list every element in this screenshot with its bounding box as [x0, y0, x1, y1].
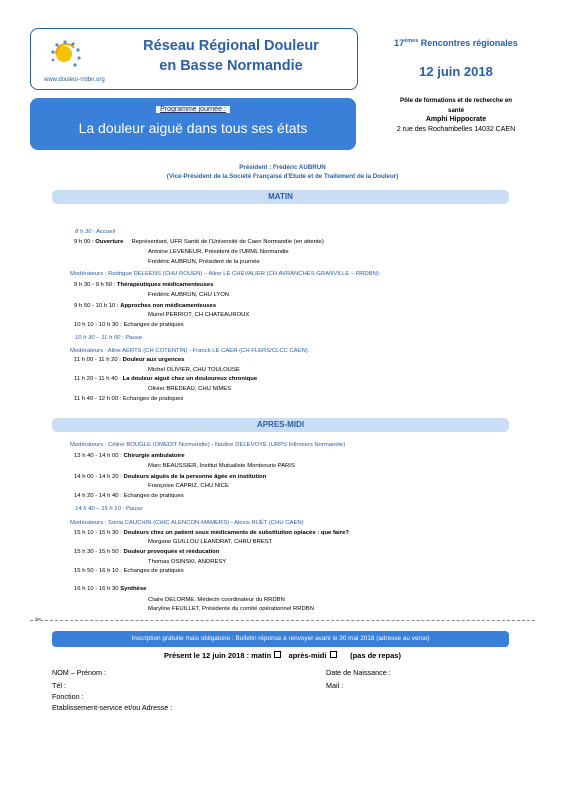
speaker-line: Françoise CAPRIZ, CHU NICE [148, 483, 229, 489]
slot-time: 9 h 50 - 10 h 10 : [74, 303, 119, 309]
network-title-line1: Réseau Régional Douleur [143, 38, 319, 54]
program-slot [74, 492, 184, 500]
president-block [0, 163, 565, 181]
pause-line: 8 h 30 : Accueil [75, 229, 116, 235]
program-subtitle-text: Programme journée : [156, 106, 230, 113]
sun-logo-icon [36, 36, 98, 76]
event-date: 12 juin 2018 [419, 64, 493, 79]
program-slot [74, 395, 183, 403]
program-slot [74, 302, 216, 310]
president-name: Président : Frédéric AUBRUN [239, 164, 326, 171]
venue-line1: Pôle de formations et de recherche en [399, 97, 513, 104]
slot-title: Chirurgie ambulatoire [123, 453, 185, 459]
program-slot [74, 567, 184, 575]
speaker-line: Maryline FEUILLET, Présidente du comité opérationnel RRDBN [148, 606, 314, 612]
slot-title: Echanges de pratiques [123, 322, 184, 328]
attendance-suffix: (pas de repas) [350, 651, 401, 660]
opening-speaker: Antoine LEVENEUR, Président de l'URML Normandie [148, 249, 289, 255]
attendance-line [0, 651, 565, 660]
rencontres-sup: èmes [404, 38, 419, 44]
attendance-prefix: Présent le 12 juin 2018 : matin [164, 651, 272, 660]
slot-title: Douleurs chez un patient sous médicaments de substitution opiacés : que faire? [123, 530, 349, 536]
program-slot [74, 585, 146, 593]
field-fonction-label[interactable]: Fonction : [52, 692, 84, 701]
opening-speaker: Frédéric AUBRUN, Président de la journée [148, 259, 260, 265]
speaker-line: Michel OLIVIER, CHU TOULOUSE [148, 367, 240, 373]
rencontres-label [356, 38, 556, 48]
slot-time: 16 h 10 - 16 h 30 [74, 586, 119, 592]
speaker-line: Morgane GUILLOU LEANDRAT, CHRU BREST [148, 539, 273, 545]
speaker-line: Claire DELORME, Médecin coordinateur du RRDBN [148, 597, 285, 603]
moderators-line: Modérateurs : Céline BOUGLE (OMEDIT Normandie) - Nadine DELEVOYE (URPS Infirmiers Normandie) [70, 442, 346, 448]
slot-title: Thérapeutiques médicamenteuses [116, 282, 214, 288]
venue-line3: Amphi Hippocrate [425, 116, 487, 123]
field-mail-label[interactable]: Mail : [326, 681, 344, 690]
tear-line [30, 620, 535, 621]
slot-title: Douleur provoquée et rééducation [123, 549, 220, 555]
field-dob-label[interactable]: Date de Naissance : [326, 668, 391, 677]
attendance-pm-label: après-midi [288, 651, 327, 660]
scissors-icon: ✂ [35, 615, 42, 624]
program-slot [74, 356, 184, 364]
checkbox-matin[interactable] [274, 651, 281, 658]
field-tel-label[interactable]: Tél : [52, 681, 66, 690]
network-title-line2: en Basse Normandie [159, 58, 303, 74]
venue-block [356, 96, 556, 134]
section-bar-matin: MATIN [52, 190, 509, 204]
venue-line2: santé [447, 106, 465, 114]
moderators-line: Modérateurs : Rodrigue DELEENS (CHU ROUEN) – Aline LE CHEVALIER (CH AVRANCHES GRANVILLE – RRDBN) [70, 271, 379, 277]
slot-title: Echanges de pratiques [123, 396, 184, 402]
slot-time: 15 h 10 - 15 h 30 : [74, 530, 122, 536]
program-slot [74, 238, 324, 246]
slot-title: La douleur aiguë chez un douloureux chronique [122, 376, 258, 382]
venue-address: 2 rue des Rochambelles 14032 CAEN [396, 125, 516, 133]
pause-line: 14 h 40 – 15 h 10 : Pause [75, 506, 143, 512]
speaker-line: Marc BEAUSSIER, Institut Mutualiste Montsouris PARIS [148, 463, 295, 469]
checkbox-apres-midi[interactable] [330, 651, 337, 658]
slot-time: 15 h 30 - 15 h 50 : [74, 549, 122, 555]
program-subtitle [30, 106, 356, 113]
speaker-line: Thomas OSINSKI, ANDRESY [148, 559, 227, 565]
program-slot [74, 473, 266, 481]
section-bar-apres-midi: APRES-MIDI [52, 418, 509, 432]
slot-time: 11 h 40 - 12 h 00 : [74, 396, 122, 402]
speaker-line: Muriel PERRIOT, CH CHATEAUROUX [148, 312, 250, 318]
moderators-line: Modérateurs : Sonia CAUCHIN (CHIC ALENCON-MAMERS) - Alexis RUËT (CHU CAEN) [70, 520, 304, 526]
program-slot [74, 548, 219, 556]
speaker-line: Olivier BREDEAU, CHU NIMES [148, 386, 232, 392]
program-slot [74, 281, 213, 289]
program-slot [74, 452, 185, 460]
slot-time: 11 h 20 - 11 h 40 : [74, 376, 121, 382]
slot-title: Echanges de pratiques [123, 493, 184, 499]
slot-title: Douleurs aiguës de la personne âgée en institution [123, 474, 267, 480]
slot-time: 9 h 00 : [74, 239, 94, 245]
network-title [108, 36, 354, 76]
slot-title: Ouverture [95, 239, 124, 245]
field-name-label[interactable]: NOM – Prénom : [52, 668, 106, 677]
website-url[interactable]: www.douleur-rrdbn.org [44, 77, 105, 83]
speaker-line: Frédéric AUBRUN, CHU LYON [148, 292, 230, 298]
rencontres-text: Rencontres régionales [420, 38, 518, 48]
slot-title: Douleur aux urgences [122, 357, 185, 363]
slot-title: Approches non médicamenteuses [120, 303, 217, 309]
moderators-line: Modérateurs : Aline AERTS (CH COTENTIN) - Franck LE CAER (CH FLERS/CLCC CAEN) [70, 348, 308, 354]
field-etab-label[interactable]: Etablissement-service et/ou Adresse : [52, 703, 173, 712]
program-slot [74, 375, 257, 383]
slot-description: Représentant, UFR Santé de l'Université de Caen Normandie (en attente) [131, 239, 324, 245]
rencontres-number: 17 [394, 38, 405, 48]
slot-title: Echanges de pratiques [123, 568, 184, 574]
slot-time: 10 h 10 - 10 h 30 : [74, 322, 122, 328]
program-slot [74, 529, 349, 537]
slot-time: 15 h 50 - 16 h 10 : [74, 568, 122, 574]
slot-time: 14 h 00 - 14 h 20 : [74, 474, 122, 480]
slot-time: 14 h 20 - 14 h 40 : [74, 493, 122, 499]
slot-time: 11 h 00 - 11 h 20 : [74, 357, 121, 363]
slot-time: 13 h 40 - 14 h 00 : [74, 453, 122, 459]
president-role: (Vice-Président de la Société Française d'Etude et de Traitement de la Douleur) [166, 173, 399, 180]
program-title: La douleur aiguë dans tous ses états [78, 120, 308, 136]
slot-time: 9 h 30 - 9 h 50 : [74, 282, 116, 288]
program-slot [74, 321, 184, 329]
slot-title: Synthèse [120, 586, 147, 592]
registration-banner: Inscription gratuite mais obligatoire : Bulletin réponse à renvoyer avant le 30 mai 2018 (adresse au verso) [52, 631, 509, 647]
pause-line: 10 h 30 – 11 h 00 : Pause [75, 335, 143, 341]
